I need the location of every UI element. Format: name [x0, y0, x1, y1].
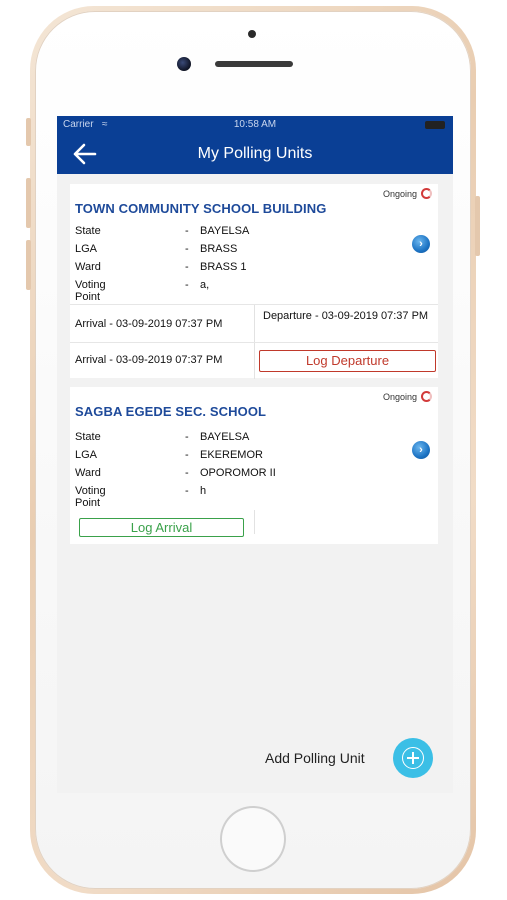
- home-button[interactable]: [220, 806, 286, 872]
- polling-unit-card[interactable]: [70, 184, 438, 378]
- status-bar: [57, 116, 453, 134]
- volume-up-button: [26, 178, 31, 228]
- status-label: Ongoing: [382, 188, 417, 199]
- column-divider: [254, 510, 255, 534]
- detail-value: BAYELSA: [200, 225, 250, 237]
- detail-value: EKEREMOR: [200, 449, 263, 461]
- progress-ring-icon: [421, 188, 432, 199]
- app-bar: [57, 134, 453, 174]
- detail-value: BRASS 1: [200, 261, 247, 273]
- detail-separator: -: [185, 261, 189, 273]
- log-row: [70, 342, 438, 379]
- detail-separator: -: [185, 467, 189, 479]
- proximity-sensor: [248, 30, 256, 38]
- detail-separator: -: [185, 431, 189, 443]
- detail-separator: -: [185, 279, 189, 291]
- wifi-icon: ≈: [102, 119, 108, 130]
- detail-label: Ward: [75, 261, 101, 273]
- unit-name: SAGBA EGEDE SEC. SCHOOL: [75, 404, 267, 419]
- earpiece-speaker: [215, 61, 293, 67]
- status-label: Ongoing: [382, 391, 417, 402]
- page-title: My Polling Units: [197, 145, 313, 162]
- detail-label: Voting Point: [75, 485, 106, 509]
- status-time: 10:58 AM: [233, 119, 277, 130]
- status-badge: [383, 188, 432, 199]
- detail-label: Ward: [75, 467, 101, 479]
- carrier-label: Carrier: [63, 119, 94, 130]
- chevron-right-icon[interactable]: ›: [412, 235, 430, 253]
- column-divider: [254, 343, 255, 379]
- mute-switch: [26, 118, 31, 146]
- status-badge: [383, 391, 432, 402]
- detail-value: OPOROMOR II: [200, 467, 276, 479]
- app-screen: [57, 116, 453, 793]
- battery-icon: [425, 121, 445, 129]
- detail-value: BRASS: [200, 243, 238, 255]
- volume-down-button: [26, 240, 31, 290]
- departure-log: Departure - 03-09-2019 07:37 PM: [263, 310, 429, 322]
- add-polling-unit-button[interactable]: [393, 738, 433, 778]
- detail-separator: -: [185, 485, 189, 497]
- chevron-right-icon[interactable]: ›: [412, 441, 430, 459]
- detail-label: Voting Point: [75, 279, 106, 303]
- log-departure-button[interactable]: Log Departure: [259, 350, 436, 372]
- column-divider: [254, 305, 255, 343]
- plus-circle-icon: [402, 747, 424, 769]
- log-row: [70, 304, 438, 343]
- detail-separator: -: [185, 449, 189, 461]
- detail-label: State: [75, 225, 101, 237]
- detail-value: h: [200, 485, 207, 497]
- detail-value: BAYELSA: [200, 431, 250, 443]
- detail-label: LGA: [75, 449, 98, 461]
- front-camera: [177, 57, 191, 71]
- progress-ring-icon: [421, 391, 432, 402]
- power-button: [475, 196, 480, 256]
- arrival-log: Arrival - 03-09-2019 07:37 PM: [75, 318, 223, 330]
- add-polling-unit-label[interactable]: Add Polling Unit: [265, 750, 365, 766]
- detail-label: State: [75, 431, 101, 443]
- polling-unit-card[interactable]: [70, 387, 438, 544]
- detail-label: LGA: [75, 243, 98, 255]
- unit-name: TOWN COMMUNITY SCHOOL BUILDING: [75, 201, 327, 216]
- log-arrival-button[interactable]: Log Arrival: [79, 518, 244, 537]
- detail-value: a,: [200, 279, 210, 291]
- detail-separator: -: [185, 225, 189, 237]
- detail-separator: -: [185, 243, 189, 255]
- arrival-log: Arrival - 03-09-2019 07:37 PM: [75, 354, 223, 366]
